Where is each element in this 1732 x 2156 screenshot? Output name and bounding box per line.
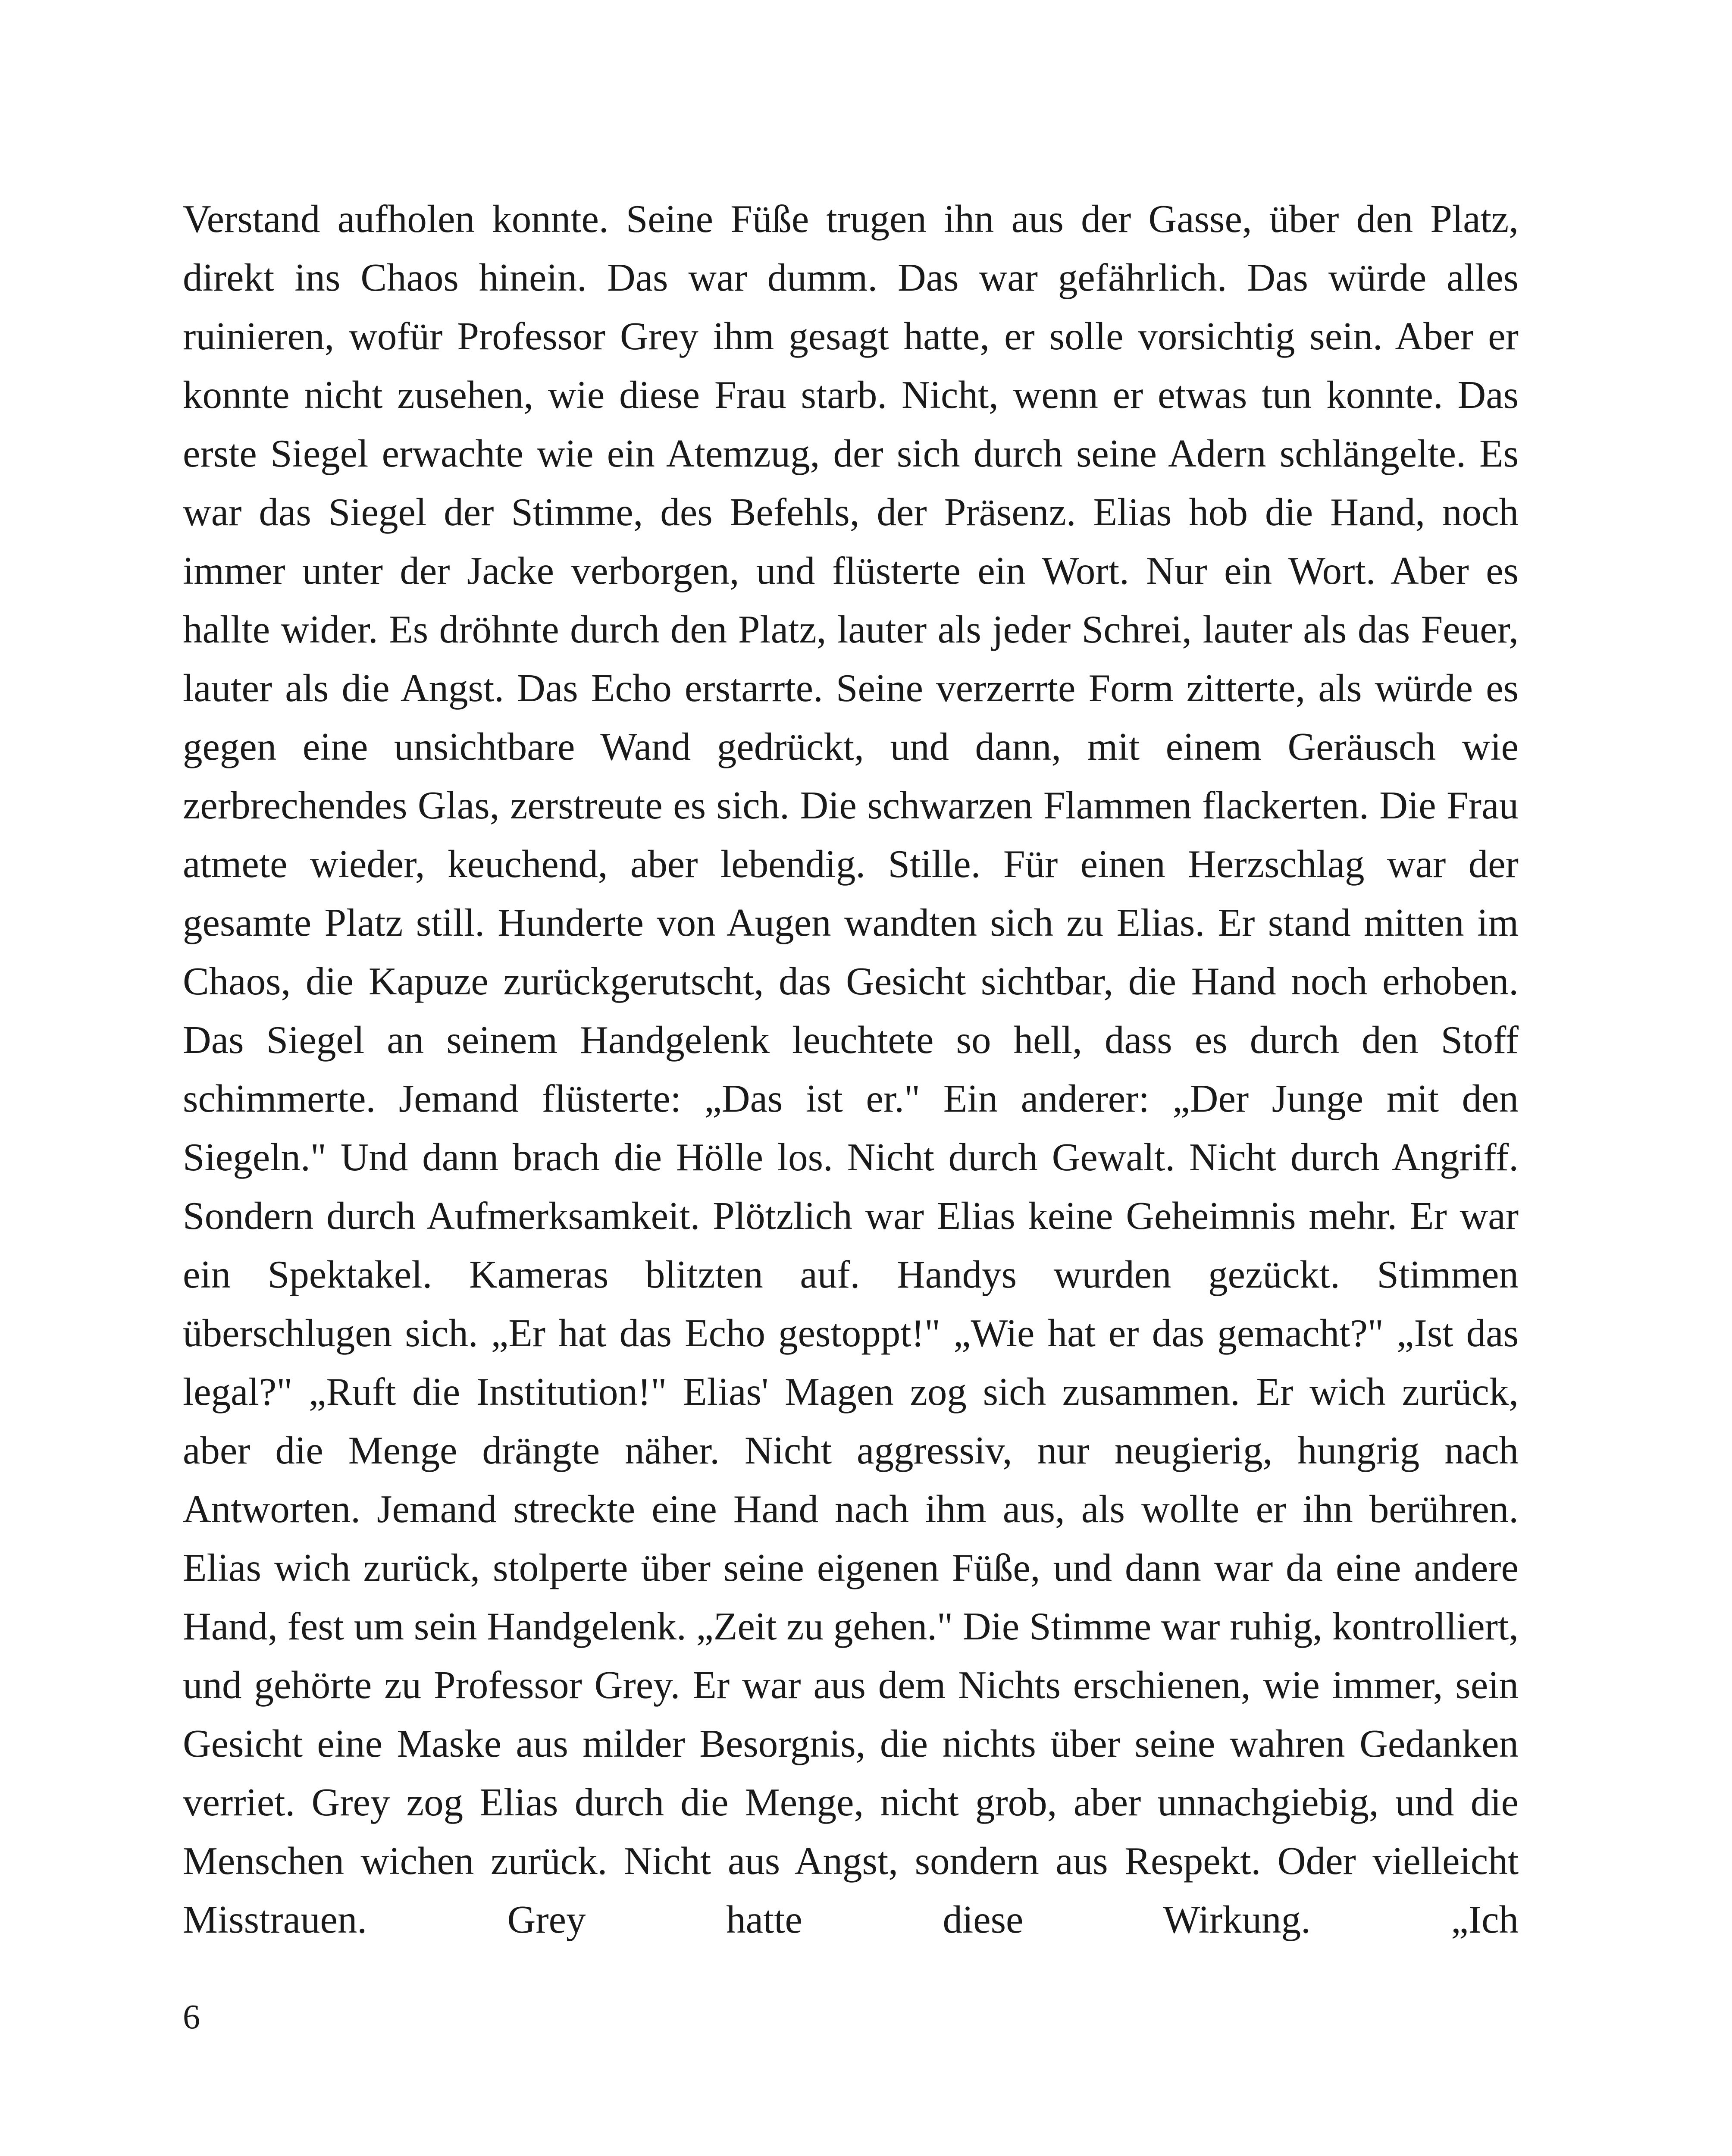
body-text: Verstand aufholen konnte. Seine Füße trugen ihn aus der Gasse, über den Platz, direkt ins Chaos hinein. Das war dumm. Das war gefährlich. Das würde alles ruinieren, wofür Professor Grey ihm gesagt hatte, er solle vorsichtig sein. Aber er konnte nicht zusehen, wie diese Frau starb. Nicht, wenn er etwas tun konnte. Das erste Siegel erwachte wie ein Atemzug, der sich durch seine Adern schlängelte. Es war das Siegel der Stimme, des Befehls, der Präsenz. Elias hob die Hand, noch immer unter der Jacke verborgen, und flüsterte ein Wort. Nur ein Wort. Aber es hallte wider. Es dröhnte durch den Platz, lauter als jeder Schrei, lauter als das Feuer, lauter als die Angst. Das Echo erstarrte. Seine verzerrte Form zitterte, als würde es gegen eine unsichtbare Wand gedrückt, und dann, mit einem Geräusch wie zerbrechendes Glas, zerstreute es sich. Die schwarzen Flammen flackerten. Die Frau atmete wieder, keuchend, aber lebendig. Stille. Für einen Herzschlag war der gesamte Platz still. Hunderte von Augen wandten sich zu Elias. Er stand mitten im Chaos, die Kapuze zurückgerutscht, das Gesicht sichtbar, die Hand noch erhoben. Das Siegel an seinem Handgelenk leuchtete so hell, dass es durch den Stoff schimmerte. Jemand flüsterte: „Das ist er." Ein anderer: „Der Junge mit den Siegeln." Und dann brach die Hölle los. Nicht durch Gewalt. Nicht durch Angriff. Sondern durch Aufmerksamkeit. Plötzlich war Elias keine Geheimnis mehr. Er war ein Spektakel. Kameras blitzten auf. Handys wurden gezückt. Stimmen überschlugen sich. „Er hat das Echo gestoppt!" „Wie hat er das gemacht?" „Ist das legal?" „Ruft die Institution!" Elias' Magen zog sich zusammen. Er wich zurück, aber die Menge drängte näher. Nicht aggressiv, nur neugierig, hungrig nach Antworten. Jemand streckte eine Hand nach ihm aus, als wollte er ihn berühren. Elias wich zurück, stolperte über seine eigenen Füße, und dann war da eine andere Hand, fest um sein Handgelenk. „Zeit zu gehen." Die Stimme war ruhig, kontrolliert, und gehörte zu Professor Grey. Er war aus dem Nichts erschienen, wie immer, sein Gesicht eine Maske aus milder Besorgnis, die nichts über seine wahren Gedanken verriet. Grey zog Elias durch die Menge, nicht grob, aber unnachgiebig, und die Menschen wichen zurück. Nicht aus Angst, sondern aus Respekt. Oder vielleicht Misstrauen. Grey hatte diese Wirkung. „Ich — [183, 197, 1519, 1941]
page-number: 6 — [183, 1998, 200, 2036]
